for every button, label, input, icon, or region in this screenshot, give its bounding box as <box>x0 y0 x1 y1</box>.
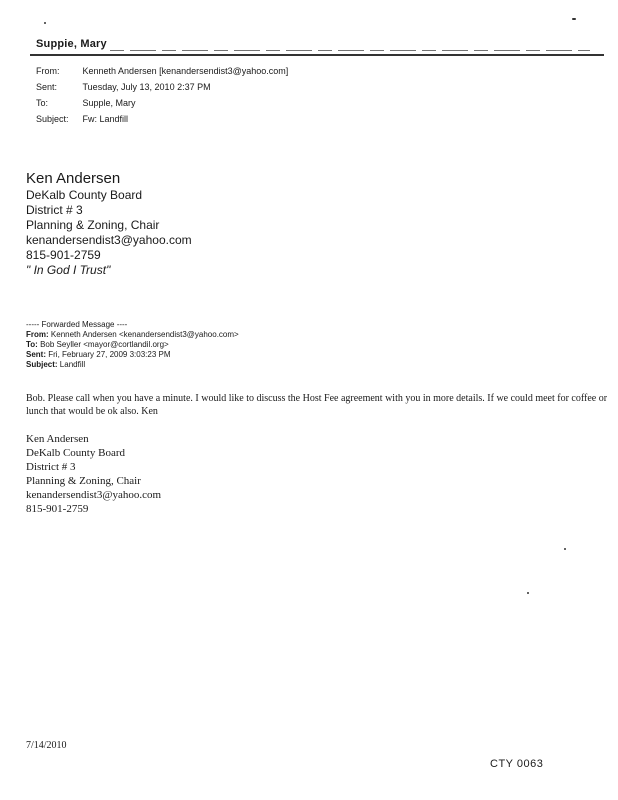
signature-top-motto: " In God I Trust" <box>26 263 111 277</box>
forwarded-sent-label: Sent: <box>26 350 46 359</box>
print-date: 7/14/2010 <box>26 740 67 751</box>
signature-bottom-name: Ken Andersen <box>26 433 89 445</box>
signature-top-committee: Planning & Zoning, Chair <box>26 218 160 232</box>
header-sent-value: Tuesday, July 13, 2010 2:37 PM <box>82 82 211 92</box>
forwarded-from-value: Kenneth Andersen <kenandersendist3@yahoo.com> <box>50 330 239 339</box>
header-to-row <box>36 98 136 108</box>
header-subject-label: Subject: <box>36 114 69 124</box>
signature-bottom-district: District # 3 <box>26 461 76 473</box>
forwarded-from-label: From: <box>26 330 49 339</box>
signature-bottom-email: kenandersendist3@yahoo.com <box>26 489 162 501</box>
forwarded-to-row <box>26 340 239 350</box>
forwarded-subject-row <box>26 360 239 370</box>
forwarded-subject-value: Landfill <box>59 360 86 369</box>
header-subject-value: Fw: Landfill <box>82 114 129 124</box>
mailbox-owner: Suppie, Mary <box>36 38 107 50</box>
forwarded-to-label: To: <box>26 340 38 349</box>
message-body: Bob. Please call when you have a minute. I would like to discuss the Host Fee agreement with you in more details. If we could meet for coffee or lunch that would be ok also. Ken <box>26 393 608 417</box>
forwarded-banner: ----- Forwarded Message ---- <box>26 320 128 329</box>
header-to-label: To: <box>36 98 49 108</box>
forwarded-sent-row <box>26 350 239 360</box>
signature-bottom-org: DeKalb County Board <box>26 447 125 459</box>
scan-speck <box>527 592 529 594</box>
signature-top-district: District # 3 <box>26 203 83 217</box>
header-from-label: From: <box>36 66 60 76</box>
header-from-value: Kenneth Andersen [kenandersendist3@yahoo.com] <box>82 66 289 76</box>
scan-speck <box>564 548 566 550</box>
signature-top-name: Ken Andersen <box>26 170 121 187</box>
header-from-row <box>36 66 288 76</box>
signature-top-org: DeKalb County Board <box>26 188 143 202</box>
forwarded-to-value: Bob Seyller <mayor@cortlandil.org> <box>40 340 169 349</box>
header-rule-noise <box>110 50 590 51</box>
scan-speck <box>572 18 576 20</box>
header-sent-label: Sent: <box>36 82 58 92</box>
forwarded-sent-value: Fri, February 27, 2009 3:03:23 PM <box>48 350 171 359</box>
scan-speck <box>44 22 46 24</box>
header-to-value: Supple, Mary <box>82 98 136 108</box>
signature-top-phone: 815-901-2759 <box>26 248 101 262</box>
signature-bottom <box>26 432 161 516</box>
header-rule <box>30 54 604 56</box>
signature-bottom-committee: Planning & Zoning, Chair <box>26 475 141 487</box>
signature-bottom-phone: 815-901-2759 <box>26 503 89 515</box>
forwarded-header <box>26 320 239 370</box>
signature-top <box>26 170 192 278</box>
forwarded-from-row <box>26 330 239 340</box>
bates-number: CTY 0063 <box>490 758 544 770</box>
signature-top-email: kenandersendist3@yahoo.com <box>26 233 192 247</box>
header-subject-row <box>36 114 128 124</box>
header-sent-row <box>36 82 211 92</box>
forwarded-subject-label: Subject: <box>26 360 58 369</box>
